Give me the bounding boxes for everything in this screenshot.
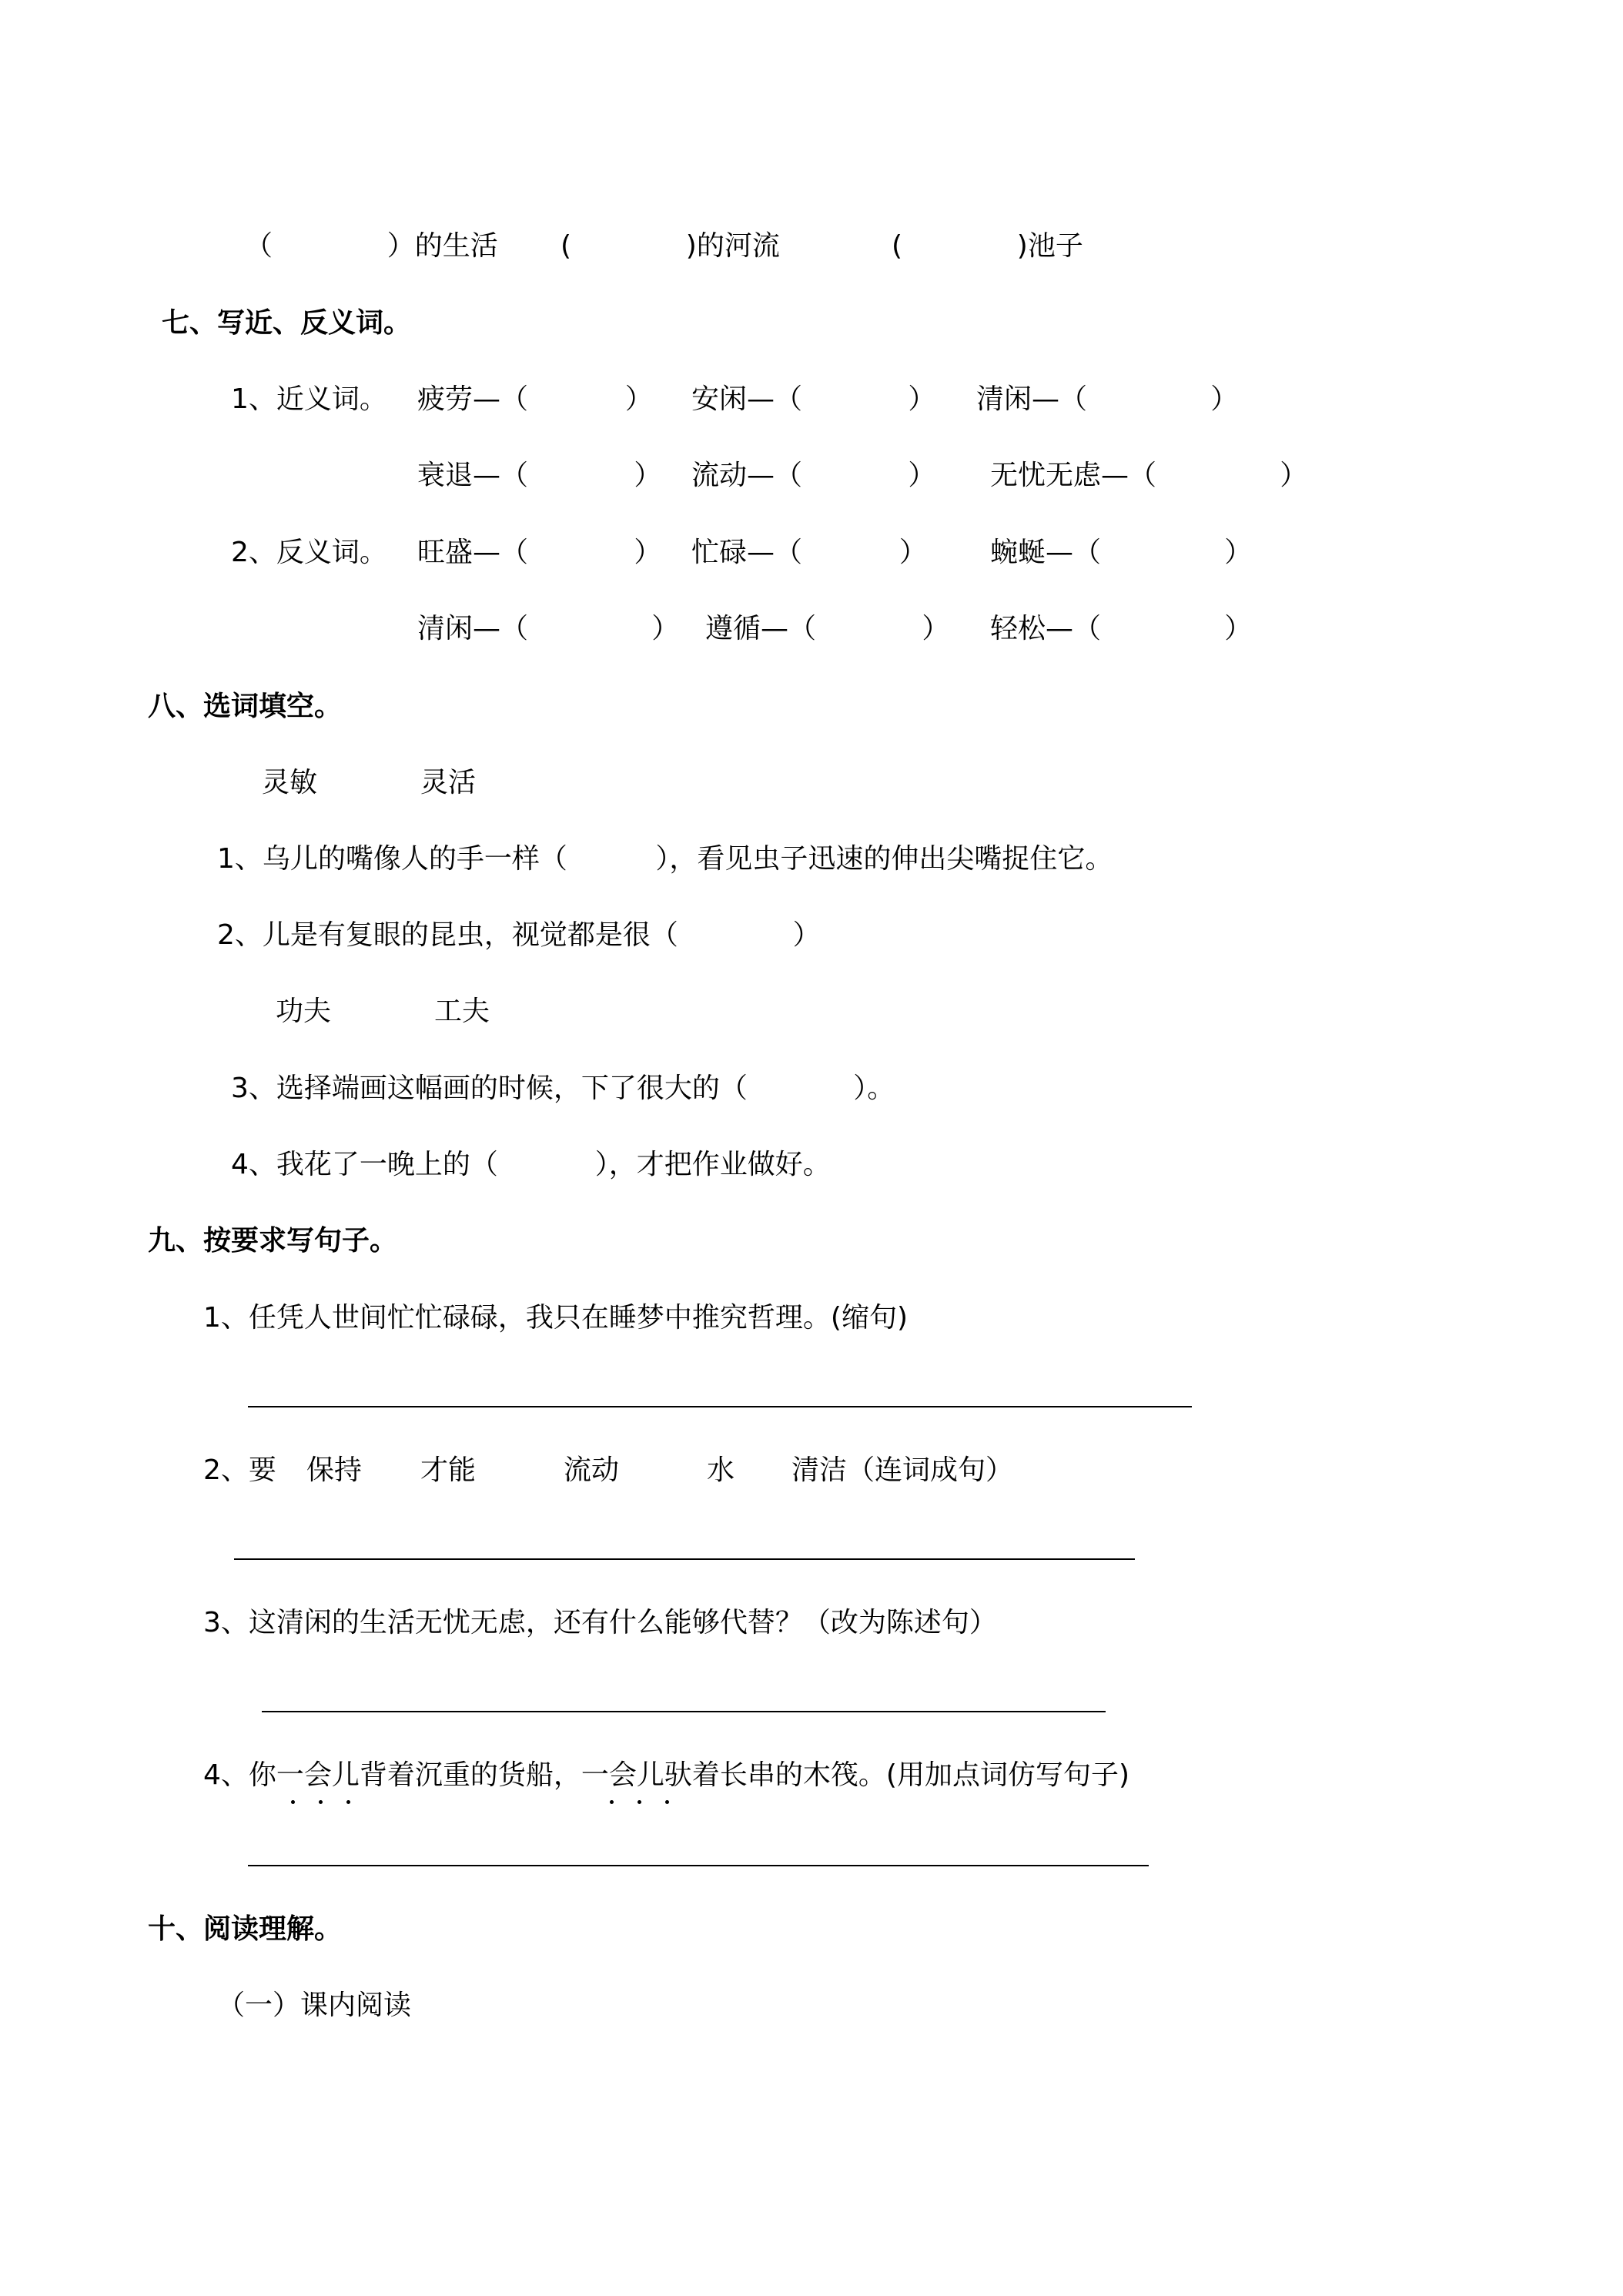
answer-line (262, 1711, 1106, 1712)
word-option: 灵活 (420, 767, 477, 798)
word-option: 灵敏 (262, 767, 318, 798)
antonym-item: 蜿蜒—（ ） (990, 537, 1253, 568)
reading-subheading: （一）课内阅读 (217, 1990, 412, 2021)
section9-heading: 九、按要求写句子。 (148, 1225, 398, 1257)
emphasis-dot (319, 1800, 323, 1804)
fill-question-1: 1、乌儿的嘴像人的手一样（ ），看见虫子迅速的伸出尖嘴捉住它。 (217, 843, 1113, 875)
blank-life: （ ）的生活 (245, 230, 498, 262)
emphasis-dot (610, 1800, 614, 1804)
word-token: 清洁（连词成句） (791, 1454, 1014, 1486)
emphasis-dot (637, 1800, 641, 1804)
antonym-label: 2、反义词。 (231, 537, 387, 568)
fill-question-3: 3、选择端画这幅画的时候，下了很大的（ ）。 (231, 1073, 895, 1104)
word-token: 才能 (420, 1454, 477, 1486)
sentence-question-2-num: 2、要 (203, 1454, 276, 1486)
synonym-item: 流动—（ ） (691, 460, 936, 491)
sentence-question-3: 3、这清闲的生活无忧无虑，还有什么能够代替？（改为陈述句） (203, 1607, 997, 1638)
word-token: 保持 (306, 1454, 363, 1486)
emphasis-dot (665, 1800, 669, 1804)
section7-heading: 七、写近、反义词。 (162, 307, 412, 339)
synonym-item: 无忧无虑—（ ） (990, 460, 1308, 491)
emphasis-dot (291, 1800, 295, 1804)
synonym-item: 安闲—（ ） (691, 383, 936, 415)
sentence-question-4: 4、你一会儿背着沉重的货船，一会儿驮着长串的木筏。(用加点词仿写句子) (203, 1759, 1129, 1791)
antonym-item: 清闲—（ ） (417, 613, 680, 644)
antonym-item: 旺盛—（ ） (417, 537, 662, 568)
synonym-item: 疲劳—（ ） (417, 383, 653, 415)
synonym-label: 1、近义词。 (231, 383, 387, 415)
fill-question-2: 2、儿是有复眼的昆虫，视觉都是很（ ） (217, 919, 821, 951)
emphasis-dot (346, 1800, 350, 1804)
word-token: 水 (707, 1454, 735, 1486)
section8-heading: 八、选词填空。 (148, 691, 343, 722)
synonym-item: 清闲—（ ） (976, 383, 1239, 415)
fill-question-4: 4、我花了一晚上的（ ），才把作业做好。 (231, 1149, 831, 1180)
answer-line (248, 1865, 1149, 1866)
word-option: 工夫 (434, 996, 490, 1027)
antonym-item: 轻松—（ ） (990, 613, 1253, 644)
word-option: 功夫 (276, 996, 332, 1027)
antonym-item: 遵循—（ ） (705, 613, 950, 644)
answer-line (234, 1558, 1135, 1560)
antonym-item: 忙碌—（ ） (691, 537, 927, 568)
answer-line (248, 1406, 1192, 1407)
word-token: 流动 (564, 1454, 620, 1486)
blank-river: ( )的河流 (561, 230, 780, 262)
synonym-item: 衰退—（ ） (417, 460, 662, 491)
sentence-question-1: 1、任凭人世间忙忙碌碌，我只在睡梦中推究哲理。(缩句) (203, 1302, 908, 1334)
section10-heading: 十、阅读理解。 (148, 1913, 343, 1945)
blank-pond: ( )池子 (892, 230, 1083, 262)
